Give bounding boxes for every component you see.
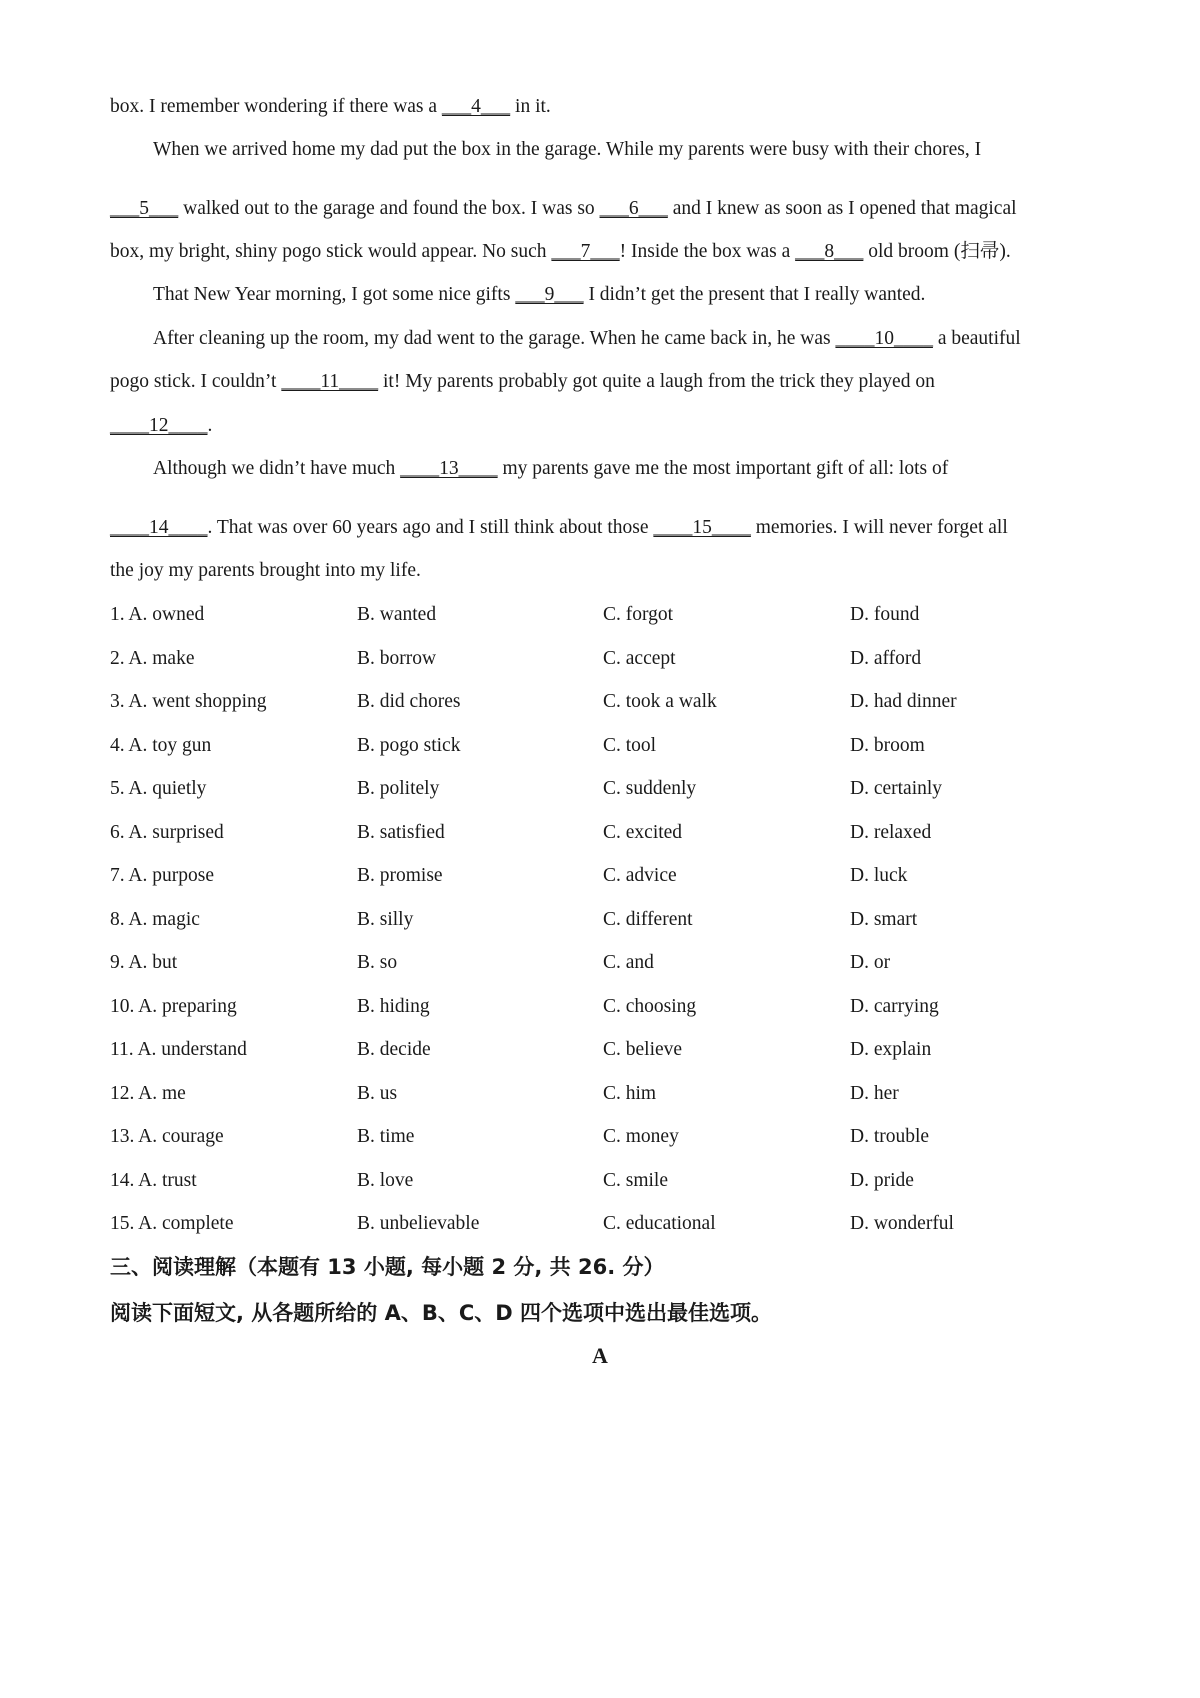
question-12-option-a: 12. A. me bbox=[110, 1082, 186, 1104]
blank-4: ___4___ bbox=[441, 96, 511, 117]
question-5-option-c: C. suddenly bbox=[603, 778, 697, 799]
blank-15: ____15____ bbox=[653, 517, 751, 538]
question-9-option-c: C. and bbox=[603, 952, 654, 973]
section-heading: 三、阅读理解（本题有 13 小题, 每小题 2 分, 共 26. 分） bbox=[110, 1255, 665, 1279]
question-11-option-d: D. explain bbox=[850, 1039, 932, 1060]
question-3-option-a: 3. A. went shopping bbox=[110, 691, 267, 712]
question-6-option-a: 6. A. surprised bbox=[110, 821, 224, 843]
question-11-option-a: 11. A. understand bbox=[110, 1039, 247, 1060]
question-5-option-a: 5. A. quietly bbox=[110, 778, 207, 799]
passage-label: A bbox=[592, 1343, 608, 1368]
passage-line-8: ____12____. bbox=[110, 415, 213, 436]
question-3-option-c: C. took a walk bbox=[603, 691, 717, 712]
question-1-option-b: B. wanted bbox=[357, 604, 437, 625]
question-15-option-b: B. unbelievable bbox=[357, 1213, 480, 1234]
question-4-option-d: D. broom bbox=[850, 734, 925, 756]
question-7-option-d: D. luck bbox=[850, 865, 908, 886]
blank-6: ___6___ bbox=[599, 198, 668, 219]
question-3-option-b: B. did chores bbox=[357, 691, 461, 712]
question-7-option-b: B. promise bbox=[357, 865, 443, 886]
question-13-option-a: 13. A. courage bbox=[110, 1126, 224, 1147]
question-9-option-b: B. so bbox=[357, 952, 398, 973]
blank-10: ____10____ bbox=[835, 328, 933, 349]
blank-12: ____12____ bbox=[110, 415, 208, 436]
blank-11: ____11____ bbox=[281, 371, 379, 392]
question-13-option-c: C. money bbox=[603, 1126, 679, 1147]
question-1-option-c: C. forgot bbox=[603, 604, 674, 625]
question-12-option-b: B. us bbox=[357, 1082, 398, 1104]
question-3-option-d: D. had dinner bbox=[850, 691, 957, 712]
passage-line-1: box. I remember wondering if there was a ___4___ in it. bbox=[110, 96, 551, 117]
blank-13: ____13____ bbox=[400, 458, 498, 479]
question-4-option-a: 4. A. toy gun bbox=[110, 734, 212, 756]
question-8-option-d: D. smart bbox=[850, 908, 918, 930]
question-6-option-d: D. relaxed bbox=[850, 821, 932, 843]
question-10-option-b: B. hiding bbox=[357, 995, 430, 1017]
question-10-option-a: 10. A. preparing bbox=[110, 995, 237, 1017]
question-15-option-a: 15. A. complete bbox=[110, 1213, 234, 1234]
question-8-option-c: C. different bbox=[603, 908, 693, 930]
question-2-option-a: 2. A. make bbox=[110, 647, 195, 669]
question-2-option-b: B. borrow bbox=[357, 647, 437, 669]
question-7-option-c: C. advice bbox=[603, 865, 677, 886]
question-11-option-c: C. believe bbox=[603, 1039, 683, 1060]
passage-line-10: ____14____. That was over 60 years ago and I still think about those ____15____ memories. I will never forget all bbox=[110, 517, 1008, 538]
passage-line-7: pogo stick. I couldn’t ____11____ it! My parents probably got quite a laugh from the trick they played on bbox=[110, 371, 935, 392]
section-instruction: 阅读下面短文, 从各题所给的 A、B、C、D 四个选项中选出最佳选项。 bbox=[110, 1301, 773, 1325]
question-4-option-c: C. tool bbox=[603, 734, 657, 756]
question-12-option-d: D. her bbox=[850, 1082, 899, 1104]
question-1-option-d: D. found bbox=[850, 604, 920, 625]
question-9-option-d: D. or bbox=[850, 952, 891, 973]
question-14-option-b: B. love bbox=[357, 1169, 414, 1191]
blank-5: ___5___ bbox=[110, 198, 179, 219]
question-15-option-c: C. educational bbox=[603, 1213, 716, 1234]
passage-line-4: box, my bright, shiny pogo stick would appear. No such ___7___! Inside the box was a ___8___ old broom (扫帚). bbox=[110, 241, 1011, 262]
passage-line-6: After cleaning up the room, my dad went to the garage. When he came back in, he was ____10____ a beautiful bbox=[153, 328, 1021, 349]
question-9-option-a: 9. A. but bbox=[110, 952, 178, 973]
blank-14: ____14____ bbox=[110, 517, 208, 538]
question-14-option-c: C. smile bbox=[603, 1169, 669, 1191]
question-11-option-b: B. decide bbox=[357, 1039, 431, 1060]
blank-8: ___8___ bbox=[795, 241, 864, 262]
question-10-option-c: C. choosing bbox=[603, 995, 697, 1017]
question-5-option-b: B. politely bbox=[357, 778, 440, 799]
question-2-option-c: C. accept bbox=[603, 647, 676, 669]
question-8-option-b: B. silly bbox=[357, 908, 414, 930]
question-6-option-c: C. excited bbox=[603, 821, 683, 843]
question-5-option-d: D. certainly bbox=[850, 778, 943, 799]
question-8-option-a: 8. A. magic bbox=[110, 908, 200, 930]
blank-9: ___9___ bbox=[515, 284, 584, 305]
question-7-option-a: 7. A. purpose bbox=[110, 865, 214, 886]
question-13-option-b: B. time bbox=[357, 1126, 415, 1147]
question-15-option-d: D. wonderful bbox=[850, 1213, 954, 1234]
question-12-option-c: C. him bbox=[603, 1082, 657, 1104]
question-14-option-a: 14. A. trust bbox=[110, 1169, 197, 1191]
question-13-option-d: D. trouble bbox=[850, 1126, 930, 1147]
passage-line-9: Although we didn’t have much ____13____ my parents gave me the most important gift of all: lots of bbox=[153, 458, 949, 479]
passage-line-3: ___5___ walked out to the garage and found the box. I was so ___6___ and I knew as soon as I opened that magical bbox=[110, 198, 1017, 219]
passage-line-5: That New Year morning, I got some nice gifts ___9___ I didn’t get the present that I really wanted. bbox=[153, 284, 926, 305]
passage-line-11: the joy my parents brought into my life. bbox=[110, 560, 421, 581]
question-6-option-b: B. satisfied bbox=[357, 821, 445, 843]
question-4-option-b: B. pogo stick bbox=[357, 734, 461, 756]
question-10-option-d: D. carrying bbox=[850, 995, 939, 1017]
blank-7: ___7___ bbox=[551, 241, 620, 262]
question-1-option-a: 1. A. owned bbox=[110, 604, 205, 625]
question-2-option-d: D. afford bbox=[850, 647, 922, 669]
passage-line-2: When we arrived home my dad put the box in the garage. While my parents were busy with their chores, I bbox=[153, 139, 982, 160]
question-14-option-d: D. pride bbox=[850, 1169, 914, 1191]
